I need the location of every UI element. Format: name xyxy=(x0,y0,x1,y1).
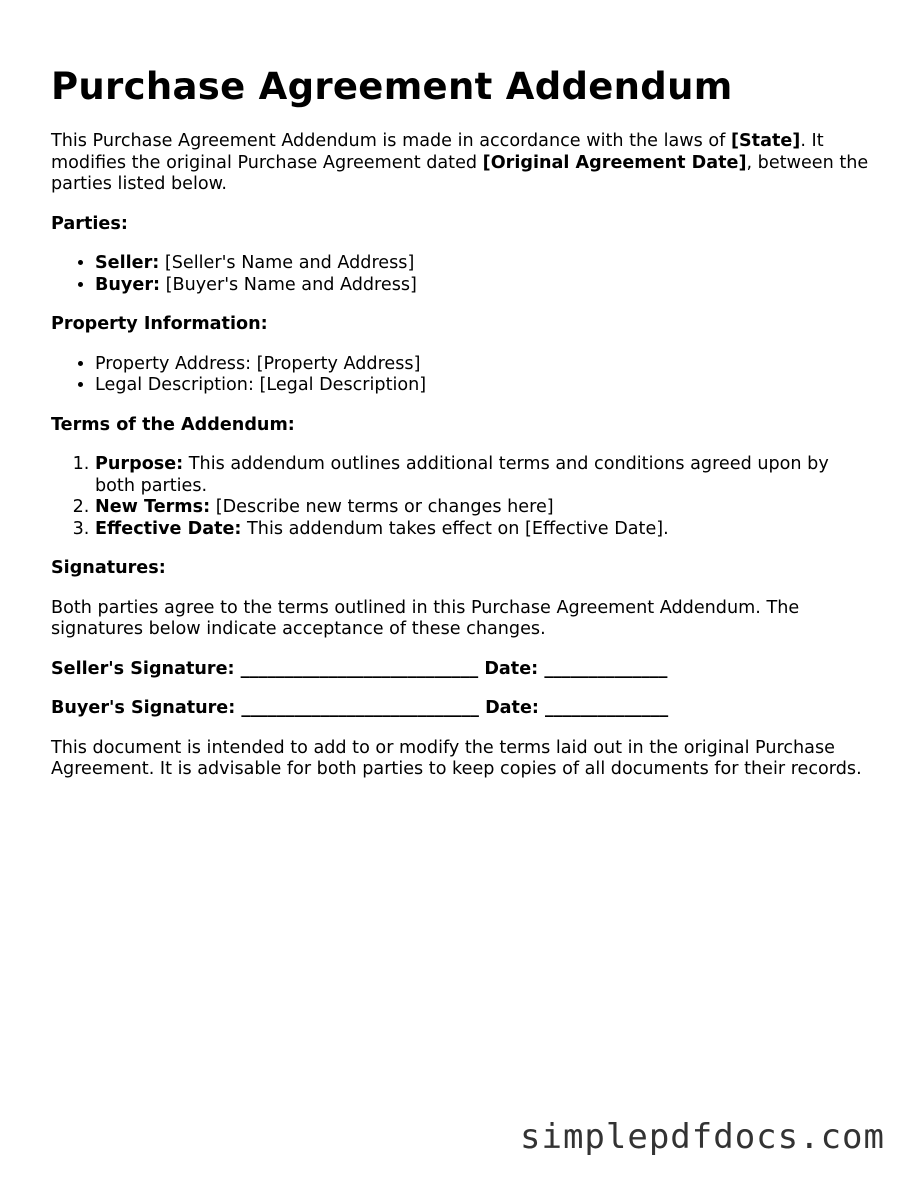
seller-value: [Seller's Name and Address] xyxy=(159,253,415,273)
buyer-date-field: ______________ xyxy=(538,698,669,718)
property-heading: Property Information: xyxy=(51,314,268,334)
brand-watermark: simplepdfdocs.com xyxy=(520,1117,885,1157)
intro-paragraph xyxy=(51,131,871,196)
purpose-label: Purpose: xyxy=(95,454,184,474)
closing-paragraph: This document is intended to add to or modify the terms laid out in the original Purchase Agreement. It is advisable for both parties to keep copies of all documents for their records. xyxy=(51,737,862,779)
list-item: • Legal Description: [Legal Description] xyxy=(95,375,871,397)
seller-date-label: Date: xyxy=(484,658,539,679)
list-item xyxy=(95,454,871,497)
list-item xyxy=(95,253,871,275)
intro-text-3: , between the parties listed below. xyxy=(51,152,869,194)
signatures-paragraph: Both parties agree to the terms outlined in this Purchase Agreement Addendum. The signatures below indicate acceptance of these changes. xyxy=(51,597,800,639)
state-placeholder: [State] xyxy=(730,131,801,151)
list-item xyxy=(95,497,871,519)
property-list xyxy=(51,354,871,397)
buyer-signature-line xyxy=(51,698,871,720)
signatures-heading: Signatures: xyxy=(51,558,166,578)
seller-signature-field: ___________________________ xyxy=(234,658,485,679)
buyer-value: [Buyer's Name and Address] xyxy=(160,274,417,295)
purpose-value: This addendum outlines additional terms and conditions agreed upon by both parties. xyxy=(95,454,829,496)
list-item xyxy=(95,275,871,297)
effective-date-value: This addendum takes effect on [Effective Date]. xyxy=(241,518,669,539)
seller-signature-line xyxy=(51,659,871,681)
effective-date-label: Effective Date: xyxy=(95,518,242,539)
buyer-date-label: Date: xyxy=(485,698,539,718)
intro-text-2: . It modifies the original Purchase Agreement dated xyxy=(51,131,824,173)
new-terms-label: New Terms: xyxy=(95,497,211,517)
parties-heading: Parties: xyxy=(51,213,128,234)
list-item xyxy=(95,519,871,541)
list-item: • Property Address: [Property Address] xyxy=(95,354,871,376)
terms-list xyxy=(51,454,871,540)
original-date-placeholder: [Original Agreement Date] xyxy=(482,152,747,173)
new-terms-value: [Describe new terms or changes here] xyxy=(210,497,554,517)
seller-date-field: ______________ xyxy=(538,658,668,679)
terms-heading: Terms of the Addendum: xyxy=(51,414,295,435)
seller-label: Seller: xyxy=(95,253,160,273)
document-body xyxy=(51,131,871,781)
parties-list xyxy=(51,253,871,296)
buyer-signature-label: Buyer's Signature: xyxy=(51,698,236,718)
seller-signature-label: Seller's Signature: xyxy=(51,658,235,679)
buyer-signature-field: ___________________________ xyxy=(235,698,486,718)
buyer-label: Buyer: xyxy=(95,274,161,295)
intro-text-1: This Purchase Agreement Addendum is made in accordance with the laws of xyxy=(51,131,731,151)
page-title: Purchase Agreement Addendum xyxy=(51,65,733,108)
